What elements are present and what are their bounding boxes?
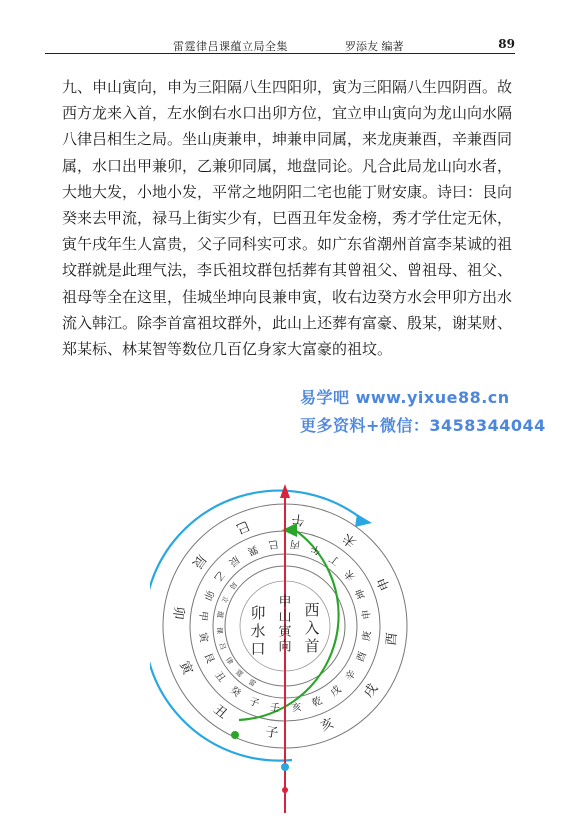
ring-band-glyph: 蕴 <box>215 610 225 619</box>
red-marker-dot <box>282 787 288 793</box>
outer-ring-glyph: 酉 <box>383 631 401 647</box>
body-paragraph: 九、申山寅向，申为三阳隔八生四阳卯，寅为三阳隔八生四阴酉。故西方龙来入首，左水倒右水口出卯方位，宜立申山寅向为龙山向水隔八律吕相生之局。坐山庚兼申，坤兼申同属，来龙庚兼酉，辛兼酉同属，水口出甲兼卯，乙兼卯同属，地盘同论。凡合此局龙山向水者，大地大发，小地小发，平常之地阴阳二宅也能丁财安康。诗曰：艮向癸来去甲流，禄马上街实少有，巳酉丑年发金榜，秀才学仕定无休，寅午戌年生人富贵，父子同科实可求。如广东省潮州首富李某诚的祖坟群就是此理气法，李氏祖坟群包括葬有其曾祖父、曾祖母、祖父、祖母等全在这里，佳城坐坤向艮兼申寅，收右边癸方水会甲卯方出水流入韩江。除李首富祖坟群外，此山上还葬有富豪、殷某，谢某财、郑某标、林某智等数位几百亿身家大富豪的祖坟。 <box>62 78 513 359</box>
ring-band-glyph: 雷 <box>246 677 258 689</box>
outer-ring-glyph: 卯 <box>169 605 187 621</box>
blue-arrow-head <box>355 514 372 527</box>
ring-band-glyph: 霆 <box>233 668 245 679</box>
ring-band-glyph: 律 <box>223 655 235 667</box>
blue-marker-dot <box>281 763 289 771</box>
watermark-line-1: 易学吧 www.yixue88.cn <box>300 388 510 407</box>
inner-ring-glyph: 卯 <box>201 588 215 602</box>
header-rule <box>45 53 515 54</box>
luopan-compass-diagram <box>150 478 430 818</box>
inner-ring-glyph: 丙 <box>289 537 301 550</box>
inner-ring-glyph: 酉 <box>355 650 369 664</box>
ring-band-glyph: 立 <box>219 594 230 605</box>
page-number: 89 <box>498 37 515 51</box>
center-label-glyph: 口 <box>250 640 266 658</box>
axis-label-glyph: 山 <box>278 609 292 625</box>
outer-ring-glyph: 丑 <box>210 702 230 723</box>
inner-ring-glyph: 巽 <box>245 542 260 557</box>
outer-ring-glyph: 午 <box>290 510 306 528</box>
ring-band-glyph: 局 <box>227 580 239 591</box>
inner-ring-glyph: 寅 <box>196 631 209 644</box>
outer-ring-glyph: 辰 <box>188 551 209 571</box>
axis-label-glyph: 申 <box>278 594 292 610</box>
outer-ring-glyph: 戌 <box>361 681 382 701</box>
outer-ring-glyph: 未 <box>340 529 360 550</box>
axis-label-glyph: 寅 <box>278 624 292 640</box>
inner-ring-glyph: 甲 <box>196 610 209 622</box>
outer-ring-glyph: 申 <box>374 574 394 593</box>
inner-ring-glyph: 午 <box>309 542 323 556</box>
axis-label-glyph: 向 <box>278 639 292 655</box>
book-title: 雷霆律吕课蕴立局全集 <box>173 40 288 53</box>
book-author: 罗添友 编著 <box>345 40 404 53</box>
inner-ring-glyph: 未 <box>342 567 358 583</box>
inner-ring-glyph: 巳 <box>267 537 280 550</box>
center-right-glyph: 入 <box>304 619 320 637</box>
green-marker-dot <box>231 731 239 739</box>
inner-ring-glyph: 乾 <box>310 695 325 710</box>
inner-ring-glyph: 艮 <box>201 651 216 666</box>
ring-band-glyph: 吕 <box>217 641 228 651</box>
inner-ring-glyph: 癸 <box>227 684 243 700</box>
center-right-glyph: 西 <box>304 601 320 619</box>
inner-ring-glyph: 申 <box>361 608 374 621</box>
outer-ring-glyph: 巳 <box>233 517 252 537</box>
center-right-glyph: 首 <box>304 637 320 655</box>
outer-ring-glyph: 寅 <box>176 659 196 678</box>
outer-ring-glyph: 子 <box>264 724 280 742</box>
ring-band-glyph: 课 <box>214 626 224 635</box>
inner-ring-glyph: 壬 <box>269 702 281 715</box>
inner-ring-glyph: 子 <box>247 696 261 710</box>
center-label-glyph: 卯 <box>250 604 266 622</box>
watermark <box>300 385 546 435</box>
watermark-line-2: 更多资料+微信：3458344044 <box>300 416 546 435</box>
inner-ring-glyph: 丑 <box>212 669 228 685</box>
inner-ring-glyph: 辰 <box>226 553 242 569</box>
inner-ring-glyph: 辛 <box>343 668 359 684</box>
center-label-glyph: 水 <box>250 622 266 640</box>
inner-ring-glyph: 丁 <box>327 552 343 568</box>
inner-ring-glyph: 亥 <box>290 702 303 715</box>
inner-ring-glyph: 庚 <box>361 630 374 642</box>
inner-ring-glyph: 乙 <box>211 568 227 584</box>
page-header <box>45 37 515 53</box>
inner-ring-glyph: 戌 <box>328 683 344 699</box>
outer-ring-glyph: 亥 <box>318 715 337 735</box>
inner-ring-glyph: 坤 <box>354 586 369 601</box>
